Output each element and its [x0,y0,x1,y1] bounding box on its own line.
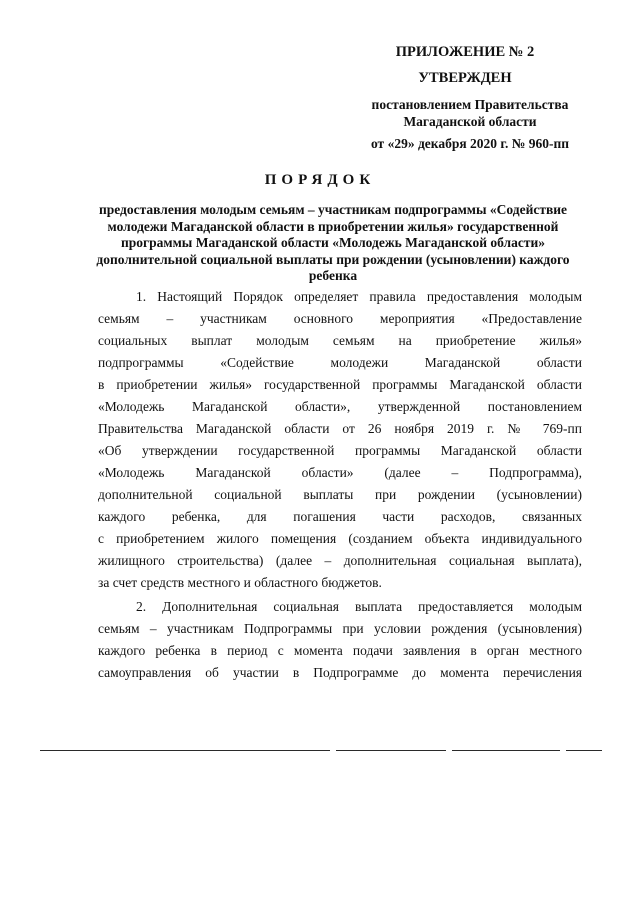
paragraph-1-line: «Молодежь Магаданской области», утвержденной постановлением [98,399,582,414]
paragraph-2-line: 2. Дополнительная социальная выплата предоставляется молодым [136,599,582,614]
footer-rule [566,750,602,751]
paragraph-2-line: семьям – участникам Подпрограммы при условии рождения (усыновления) [98,621,582,636]
paragraph-1-line: каждого ребенка, для погашения части расходов, связанных [98,509,582,524]
footer-rule [452,750,560,751]
footer-rule [336,750,446,751]
document-title: ПОРЯДОК [264,172,376,188]
paragraph-1-line: жилищного строительства) (далее – дополнительная социальная выплата), [98,553,582,568]
paragraph-1-line: подпрограммы «Содействие молодежи Магаданской области [98,355,582,370]
paragraph-2-line: самоуправления об участии в Подпрограмме до момента перечисления [98,665,582,680]
approved-label: УТВЕРЖДЕН [418,70,512,86]
document-subtitle: предоставления молодым семьям – участникам подпрограммы «Содействие молодежи Магаданской области в приобретении жилья» государственной программы Магаданской области «Молодежь Магаданской области» дополнительной социальной выплаты при рождении (усыновлении) каждого ребенка [96,202,570,283]
paragraph-1-line: в приобретении жилья» государственной программы Магаданской области [98,377,582,392]
resolution-date: от «29» декабря 2020 г. № 960-пп [370,136,569,151]
paragraph-1-line: Правительства Магаданской области от 26 ноября 2019 г. № 769-пп [98,421,582,436]
footer-rule [40,750,330,751]
paragraph-1-line: 1. Настоящий Порядок определяет правила предоставления молодым [136,289,582,304]
paragraph-1-line: семьям – участникам основного мероприятия «Предоставление [98,311,582,326]
paragraph-1-line: с приобретением жилого помещения (созданием объекта индивидуального [98,531,582,546]
paragraph-1-line: за счет средств местного и областного бюджетов. [98,575,382,590]
appendix-number: ПРИЛОЖЕНИЕ № 2 [395,44,535,60]
paragraph-1-line: социальных выплат молодым семьям на приобретение жилья» [98,333,582,348]
paragraph-1-line: дополнительной социальной выплаты при рождении (усыновлении) [98,487,582,502]
paragraph-1-line: «Молодежь Магаданской области» (далее – Подпрограмма), [98,465,582,480]
resolution-text: постановлением Правительства Магаданской области [371,97,569,129]
paragraph-1-line: «Об утверждении государственной программы Магаданской области [98,443,582,458]
paragraph-2-line: каждого ребенка в период с момента подачи заявления в орган местного [98,643,582,658]
